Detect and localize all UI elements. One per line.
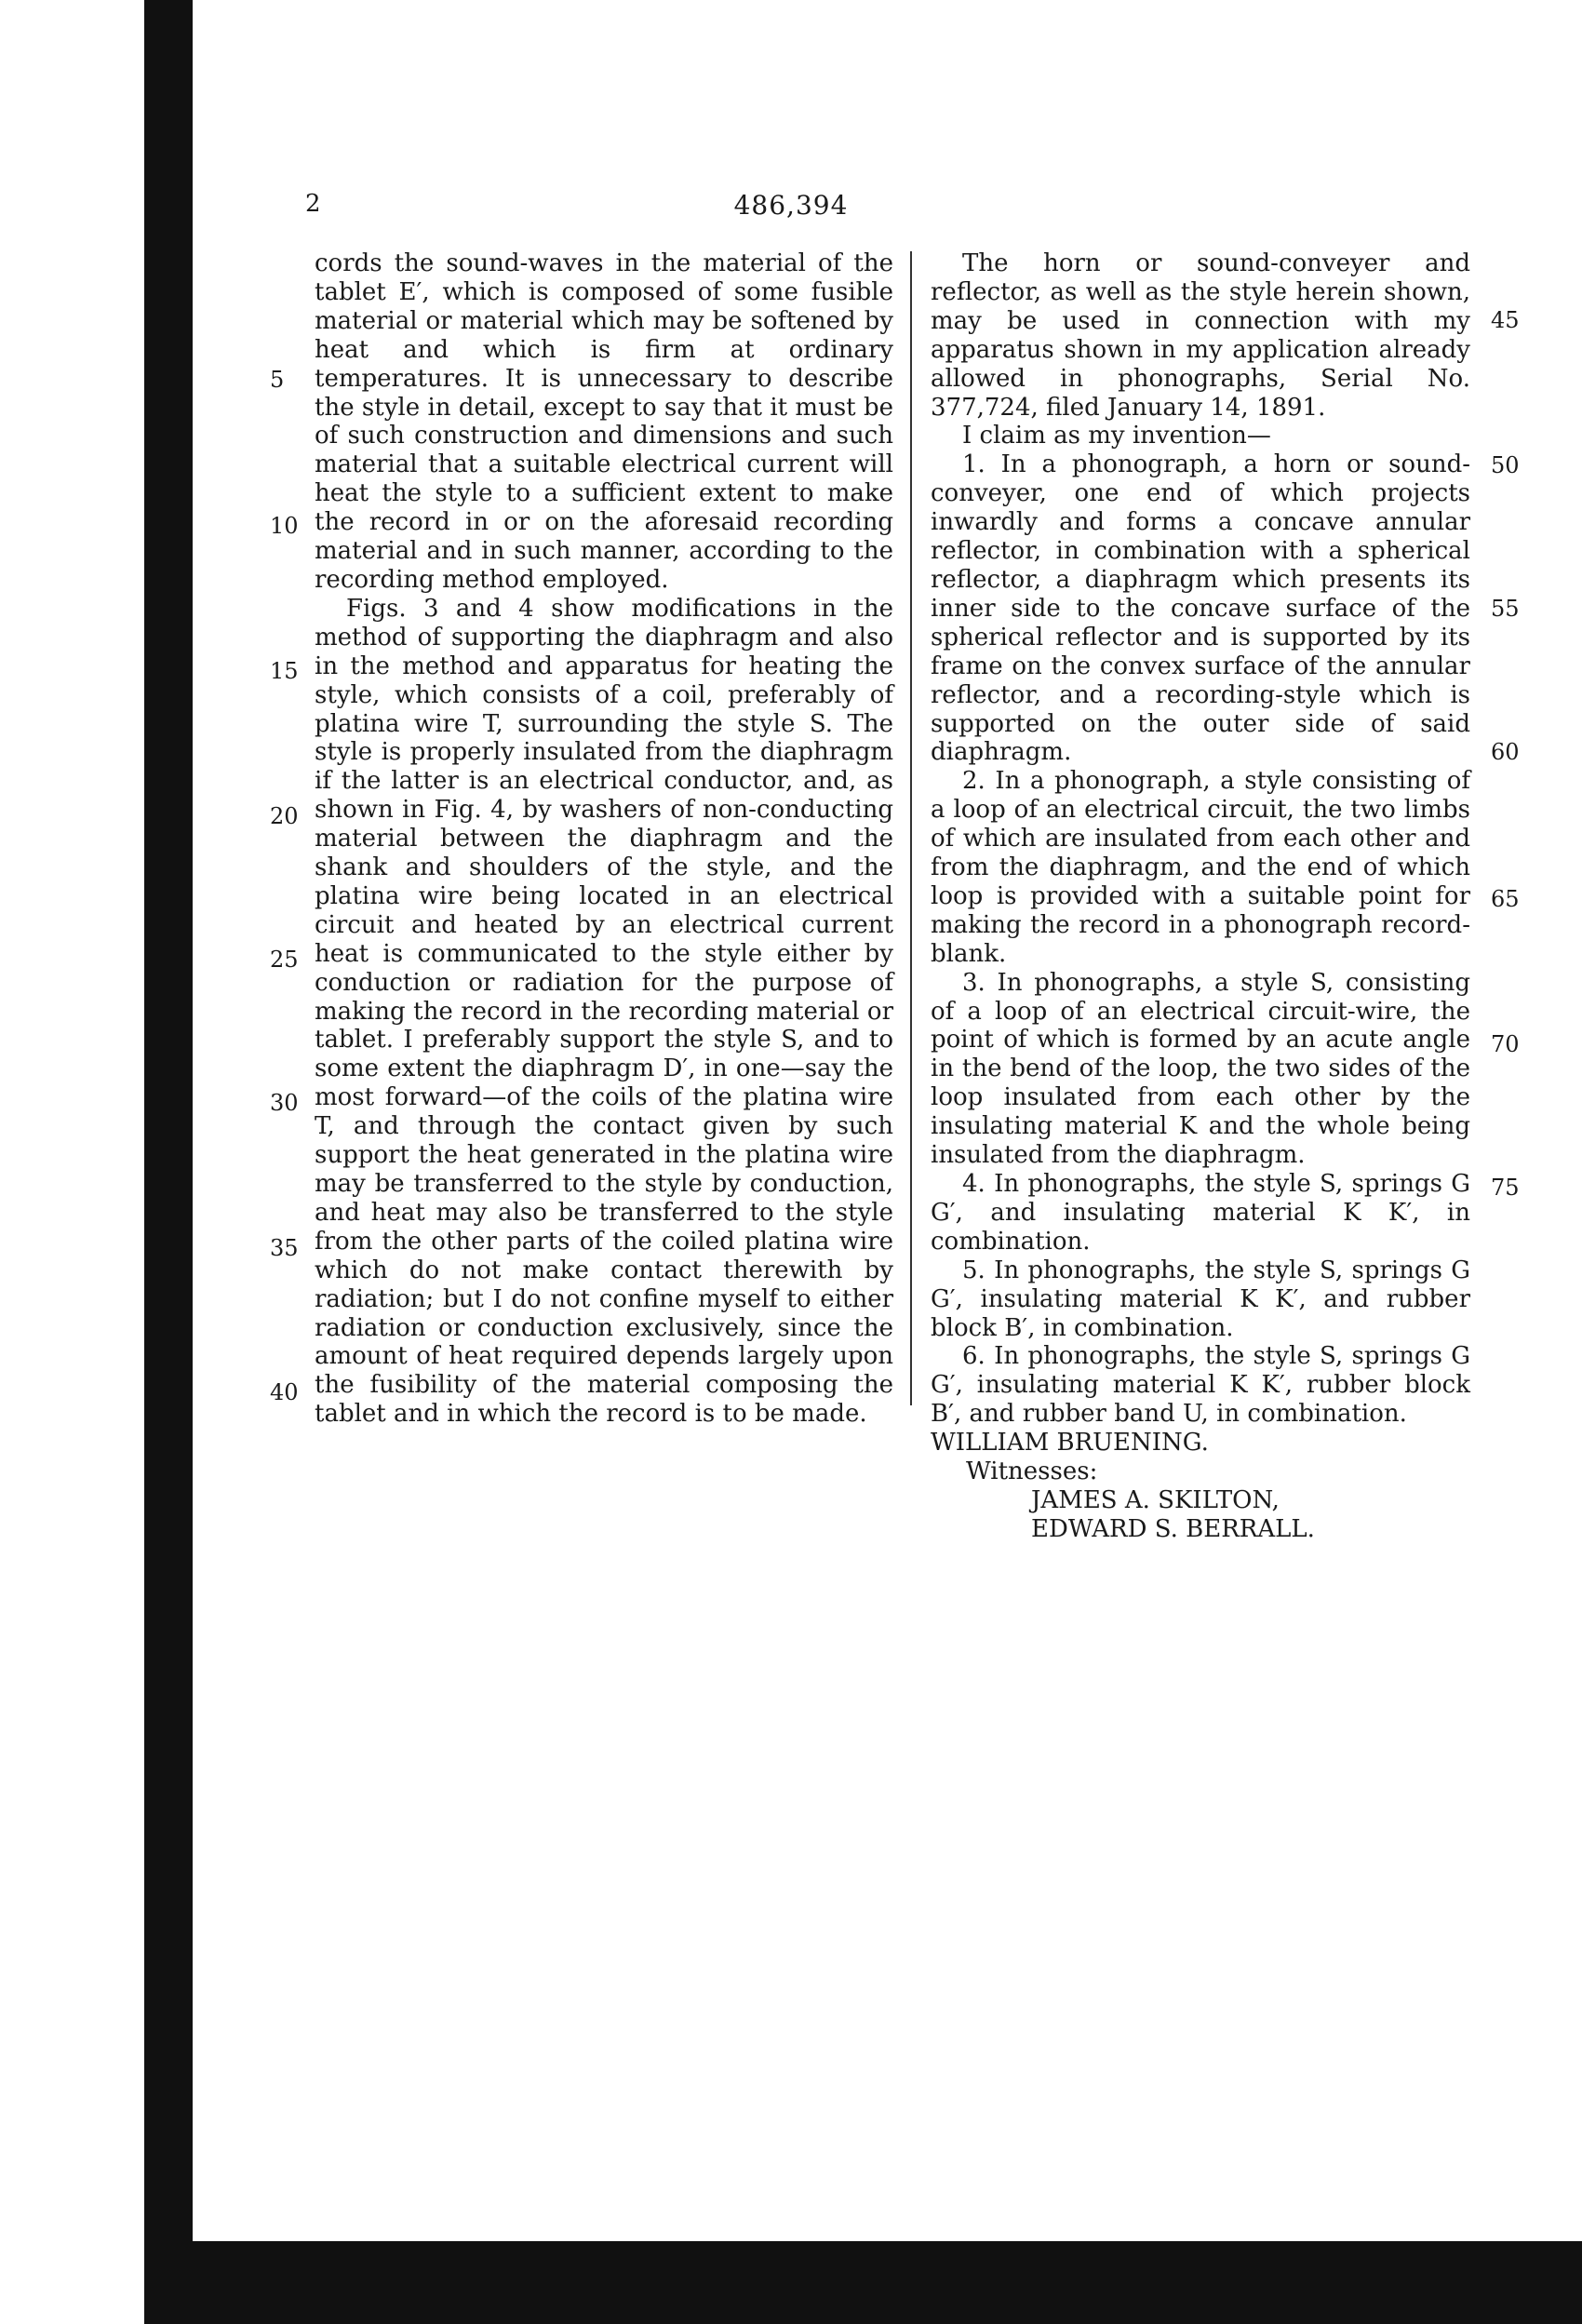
claim-3: 3. In phonographs, a style S, consisting of a loop of an electrical circuit-wire, the point of which is formed by an acute angle in the bend of the loop, the two sides of the loop insulated from each other by the insulating material K and the whole being insulated from the diaphragm. <box>931 968 1470 1170</box>
page-number: 2 <box>305 190 321 218</box>
line-number: 70 <box>1491 1031 1520 1057</box>
line-number: 20 <box>270 803 299 829</box>
witness-1: JAMES A. SKILTON, <box>1031 1485 1280 1514</box>
left-paragraph-2: Figs. 3 and 4 show modifications in the method of supporting the diaphragm and also in the method and apparatus for heating the style, which consists of a coil, preferably of platina wire T, surrounding the style S. The style is properly insulated from the diaphragm if the latter is an electrical conductor, and, as shown in Fig. 4, by washers of non-conducting material between the diaphragm and the shank and shoulders of the style, and the platina wire being located in an electrical circuit and heated by an electrical current heat is communicated to the style either by conduction or radiation for the purpose of making the record in the recording material or tablet. I preferably support the style S, and to some extent the diaphragm D′, in one—say the most forward—of the coils of the platina wire T, and through the contact given by such support the heat generated in the platina wire may be transferred to the style by conduction, and heat may also be transferred to the style from the other parts of the coiled platina wire which do not make contact therewith by radiation; but I do not confine myself to either radiation or conduction exclusively, since the amount of heat required depends largely upon the fusibility of the material composing the tablet and in which the record is to be made. <box>315 594 893 1429</box>
scan-border-left <box>144 0 193 2324</box>
witness-2: EDWARD S. BERRALL. <box>1031 1514 1315 1543</box>
line-number: 60 <box>1491 739 1520 765</box>
line-number: 5 <box>270 367 285 393</box>
claim-2: 2. In a phonograph, a style consisting of a loop of an electrical circuit, the two limbs of which are insulated from each other and from the diaphragm, and the end of which loop is provided with a suitable point for making the record in a phonograph record-blank. <box>931 767 1470 968</box>
claim-4: 4. In phonographs, the style S, springs G G′, and insulating material K K′, in combination. <box>931 1170 1470 1256</box>
claim-1: 1. In a phonograph, a horn or sound-conveyer, one end of which projects inwardly and forms a concave annular reflector, in combination with a spherical reflector, a diaphragm which presents its inner side to the concave surface of the spherical reflector and is supported by its frame on the convex surface of the annular reflector, and a recording-style which is supported on the outer side of said diaphragm. <box>931 450 1470 767</box>
line-number: 50 <box>1491 452 1520 478</box>
line-number: 25 <box>270 947 299 973</box>
right-column <box>931 249 1470 1544</box>
line-number: 40 <box>270 1379 299 1405</box>
left-paragraph-1: cords the sound-waves in the material of the tablet E′, which is composed of some fusible material or material which may be softened by heat and which is firm at ordinary temperatures. It is unnecessary to describe the style in detail, except to say that it must be of such construction and dimensions and such material that a suitable electrical current will heat the style to a sufficient extent to make the record in or on the aforesaid recording material and in such manner, according to the recording method employed. <box>315 249 893 594</box>
patent-number: 486,394 <box>733 190 849 221</box>
line-number: 15 <box>270 658 299 684</box>
line-number: 55 <box>1491 596 1520 622</box>
claim-heading: I claim as my invention— <box>962 422 1271 450</box>
claim-5: 5. In phonographs, the style S, springs G G′, insulating material K K′, and rubber block B′, in combination. <box>931 1256 1470 1342</box>
left-column <box>315 249 893 1429</box>
line-number: 35 <box>270 1235 299 1261</box>
claim-6: 6. In phonographs, the style S, springs G G′, insulating material K K′, rubber block B′, and rubber band U, in combination. <box>931 1342 1470 1429</box>
scan-border-bottom <box>144 2241 1582 2324</box>
line-number: 10 <box>270 513 299 539</box>
witnesses-label: Witnesses: <box>966 1458 1098 1486</box>
line-number: 75 <box>1491 1175 1520 1201</box>
line-number: 65 <box>1491 886 1520 912</box>
right-paragraph-intro: The horn or sound-conveyer and reflector, as well as the style herein shown, may be used in connection with my apparatus shown in my application already allowed in phonographs, Serial No. 377,724, filed January 14, 1891. <box>931 249 1470 422</box>
inventor-signature: WILLIAM BRUENING. <box>931 1429 1209 1458</box>
column-divider <box>910 251 912 1405</box>
line-number: 30 <box>270 1090 299 1116</box>
line-number: 45 <box>1491 307 1520 333</box>
